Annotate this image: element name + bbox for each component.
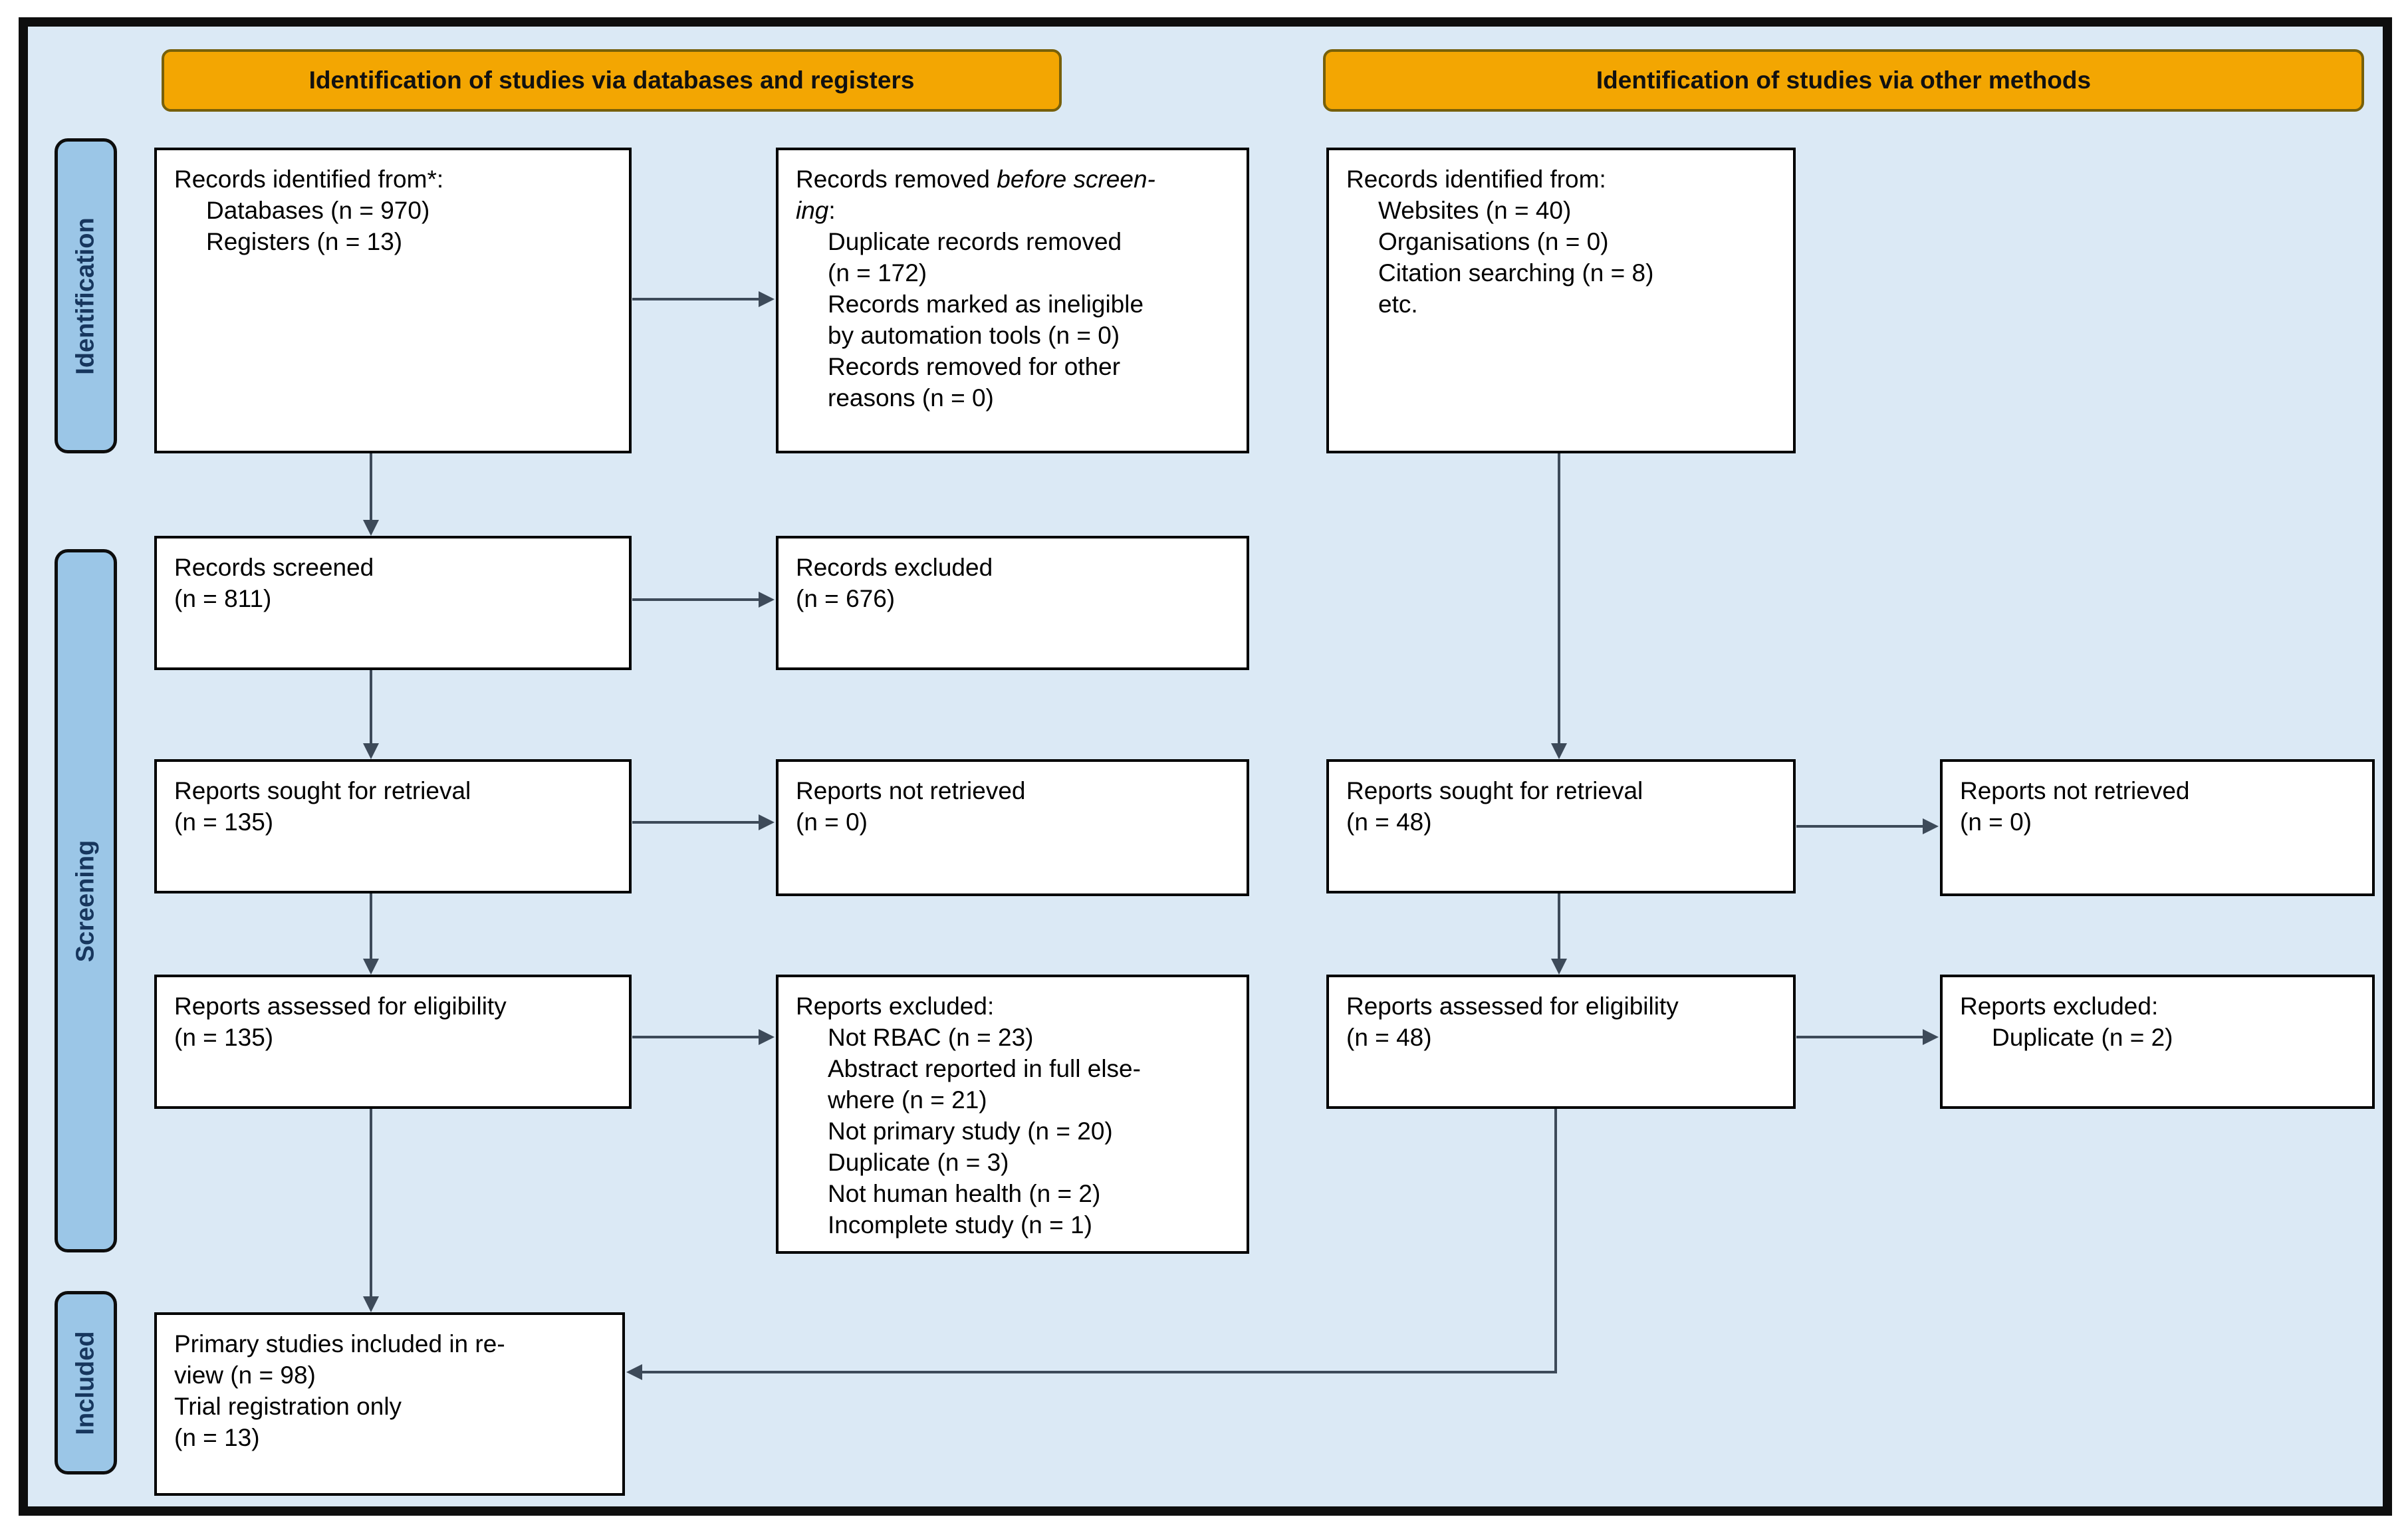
- flow-box-records-identified-databases: [154, 148, 632, 453]
- text-line: [1346, 806, 1781, 838]
- text-line: [174, 1328, 610, 1359]
- text-line: [796, 583, 1235, 614]
- flow-box-text: [1943, 762, 2372, 838]
- text-run: (n = 0): [796, 808, 868, 836]
- text-line: [1346, 226, 1781, 257]
- flow-box-text: [157, 538, 629, 614]
- text-run: Reports sought for retrieval: [174, 777, 471, 804]
- arrow-line: [632, 298, 760, 300]
- text-run: Reports not retrieved: [796, 777, 1026, 804]
- arrow-head-left-icon: [626, 1364, 642, 1380]
- text-run: (n = 48): [1346, 808, 1432, 836]
- text-line: [174, 195, 617, 226]
- arrow-head-down-icon: [363, 1296, 379, 1312]
- text-run: Duplicate (n = 3): [828, 1149, 1009, 1176]
- text-run: Reports assessed for eligibility: [1346, 993, 1679, 1020]
- flow-box-text: [157, 150, 629, 257]
- text-line: [174, 226, 617, 257]
- text-run-italic: before screen-: [997, 166, 1155, 193]
- text-line: [174, 552, 617, 583]
- flow-box-records-excluded: [776, 536, 1249, 670]
- arrow-line: [632, 821, 760, 824]
- stage-label-text: Screening: [71, 840, 100, 962]
- text-run: Databases (n = 970): [206, 197, 430, 224]
- text-line: [1346, 195, 1781, 226]
- flow-box-records-identified-other: [1326, 148, 1796, 453]
- text-line: [174, 806, 617, 838]
- text-run: Records marked as ineligible: [828, 291, 1144, 318]
- text-run: Records identified from:: [1346, 166, 1606, 193]
- text-line: [1346, 257, 1781, 289]
- flow-box-text: [157, 1315, 622, 1453]
- text-line: [174, 1391, 610, 1422]
- stage-label-text: Included: [71, 1330, 100, 1435]
- text-line: [796, 289, 1235, 320]
- stage-label-text: Identification: [71, 217, 100, 375]
- text-run: Reports sought for retrieval: [1346, 777, 1643, 804]
- arrow-head-right-icon: [1923, 818, 1939, 834]
- text-line: [1346, 1022, 1781, 1053]
- text-line: [796, 226, 1235, 257]
- text-line: [796, 775, 1235, 806]
- flow-box-reports-sought-databases: [154, 759, 632, 893]
- flow-box-text: [1329, 977, 1793, 1053]
- text-line: [796, 382, 1235, 413]
- text-run: Registers (n = 13): [206, 228, 403, 255]
- text-run: Reports excluded:: [796, 993, 995, 1020]
- text-line: [796, 1116, 1235, 1147]
- arrow-line: [1796, 1036, 1924, 1038]
- arrow-head-down-icon: [1551, 959, 1567, 975]
- text-line: [796, 1053, 1235, 1084]
- stage-label-included: [55, 1291, 117, 1474]
- text-run: Primary studies included in re-: [174, 1330, 505, 1357]
- arrow-line: [1558, 893, 1560, 960]
- banner-other-methods: [1323, 49, 2364, 112]
- arrow-line: [632, 1036, 760, 1038]
- text-line: [174, 1022, 617, 1053]
- text-line: [1346, 775, 1781, 806]
- text-run: Records removed for other: [828, 353, 1121, 380]
- flow-box-reports-assessed-databases: [154, 975, 632, 1109]
- text-run: Records removed: [796, 166, 997, 193]
- flow-box-text: [779, 538, 1247, 614]
- arrow-head-down-icon: [1551, 743, 1567, 759]
- text-run: (n = 0): [1960, 808, 2032, 836]
- text-line: [174, 991, 617, 1022]
- text-run: Records screened: [174, 554, 374, 581]
- arrow-head-right-icon: [759, 814, 775, 830]
- text-line: [796, 552, 1235, 583]
- arrow-line: [1796, 825, 1924, 828]
- text-line: [174, 1422, 610, 1453]
- flow-box-reports-excluded-databases: [776, 975, 1249, 1254]
- text-line: [1960, 775, 2360, 806]
- arrow-line: [370, 670, 372, 745]
- arrow-head-right-icon: [1923, 1029, 1939, 1045]
- arrow-head-down-icon: [363, 520, 379, 536]
- arrow-line: [632, 598, 760, 601]
- arrow-line: [370, 1109, 372, 1298]
- flow-box-text: [1329, 762, 1793, 838]
- text-line: [1960, 1022, 2360, 1053]
- text-run: Incomplete study (n = 1): [828, 1211, 1092, 1238]
- text-run: by automation tools (n = 0): [828, 322, 1120, 349]
- flow-box-included-studies: [154, 1312, 625, 1496]
- banner-databases-registers: [162, 49, 1062, 112]
- text-run: Not RBAC (n = 23): [828, 1024, 1034, 1051]
- text-run: Not primary study (n = 20): [828, 1118, 1113, 1145]
- flow-box-text: [1329, 150, 1793, 320]
- text-line: [1346, 289, 1781, 320]
- text-line: [174, 164, 617, 195]
- arrow-line: [1554, 1109, 1557, 1373]
- text-run: Trial registration only: [174, 1393, 402, 1420]
- text-line: [174, 583, 617, 614]
- text-line: [796, 1147, 1235, 1178]
- flow-box-records-removed-before-screening: [776, 148, 1249, 453]
- arrow-line: [641, 1371, 1557, 1373]
- text-line: [796, 195, 1235, 226]
- text-run: Organisations (n = 0): [1378, 228, 1609, 255]
- text-run: (n = 135): [174, 808, 274, 836]
- arrow-head-down-icon: [363, 959, 379, 975]
- text-run: (n = 811): [174, 585, 272, 612]
- stage-label-screening: [55, 549, 117, 1252]
- flow-box-reports-assessed-other: [1326, 975, 1796, 1109]
- text-line: [174, 1359, 610, 1391]
- banner-label: Identification of studies via other methods: [1596, 66, 2092, 94]
- text-run: (n = 676): [796, 585, 896, 612]
- text-run: (n = 13): [174, 1424, 260, 1451]
- text-run: (n = 135): [174, 1024, 274, 1051]
- text-line: [796, 1178, 1235, 1209]
- arrow-head-right-icon: [759, 291, 775, 307]
- flow-box-text: [1943, 977, 2372, 1053]
- text-run: Reports assessed for eligibility: [174, 993, 507, 1020]
- text-run: :: [828, 197, 836, 224]
- flow-box-text: [779, 762, 1247, 838]
- arrow-line: [370, 453, 372, 521]
- text-run: reasons (n = 0): [828, 384, 994, 412]
- text-run: view (n = 98): [174, 1361, 316, 1389]
- flow-box-text: [779, 150, 1247, 413]
- text-run: Reports not retrieved: [1960, 777, 2190, 804]
- text-run: Records excluded: [796, 554, 993, 581]
- text-run: Reports excluded:: [1960, 993, 2159, 1020]
- text-line: [796, 164, 1235, 195]
- text-line: [1960, 806, 2360, 838]
- text-run: Websites (n = 40): [1378, 197, 1572, 224]
- flow-box-reports-sought-other: [1326, 759, 1796, 893]
- arrow-line: [1558, 453, 1560, 745]
- text-run: Duplicate records removed: [828, 228, 1122, 255]
- arrow-line: [370, 893, 372, 960]
- text-run: Records identified from*:: [174, 166, 444, 193]
- text-line: [796, 257, 1235, 289]
- text-line: [796, 1209, 1235, 1240]
- text-run: where (n = 21): [828, 1086, 987, 1114]
- text-run: Abstract reported in full else-: [828, 1055, 1141, 1082]
- text-line: [796, 991, 1235, 1022]
- text-run: (n = 172): [828, 259, 927, 287]
- banner-label: Identification of studies via databases and registers: [308, 66, 915, 94]
- text-run: Duplicate (n = 2): [1992, 1024, 2173, 1051]
- text-run-italic: ing: [796, 197, 829, 224]
- text-run: Citation searching (n = 8): [1378, 259, 1654, 287]
- text-line: [796, 1084, 1235, 1116]
- flow-box-text: [157, 762, 629, 838]
- flow-box-text: [157, 977, 629, 1053]
- text-line: [174, 775, 617, 806]
- text-line: [1346, 991, 1781, 1022]
- text-line: [1346, 164, 1781, 195]
- text-run: Not human health (n = 2): [828, 1180, 1101, 1207]
- flow-box-reports-not-retrieved-databases: [776, 759, 1249, 896]
- flow-box-reports-not-retrieved-other: [1940, 759, 2375, 896]
- text-line: [796, 320, 1235, 351]
- flow-box-text: [779, 977, 1247, 1240]
- arrow-head-down-icon: [363, 743, 379, 759]
- text-line: [796, 806, 1235, 838]
- arrow-head-right-icon: [759, 592, 775, 608]
- stage-label-identification: [55, 138, 117, 453]
- text-line: [1960, 991, 2360, 1022]
- arrow-head-right-icon: [759, 1029, 775, 1045]
- text-line: [796, 351, 1235, 382]
- flow-box-reports-excluded-other: [1940, 975, 2375, 1109]
- text-run: (n = 48): [1346, 1024, 1432, 1051]
- text-run: etc.: [1378, 291, 1418, 318]
- text-line: [796, 1022, 1235, 1053]
- flow-box-records-screened: [154, 536, 632, 670]
